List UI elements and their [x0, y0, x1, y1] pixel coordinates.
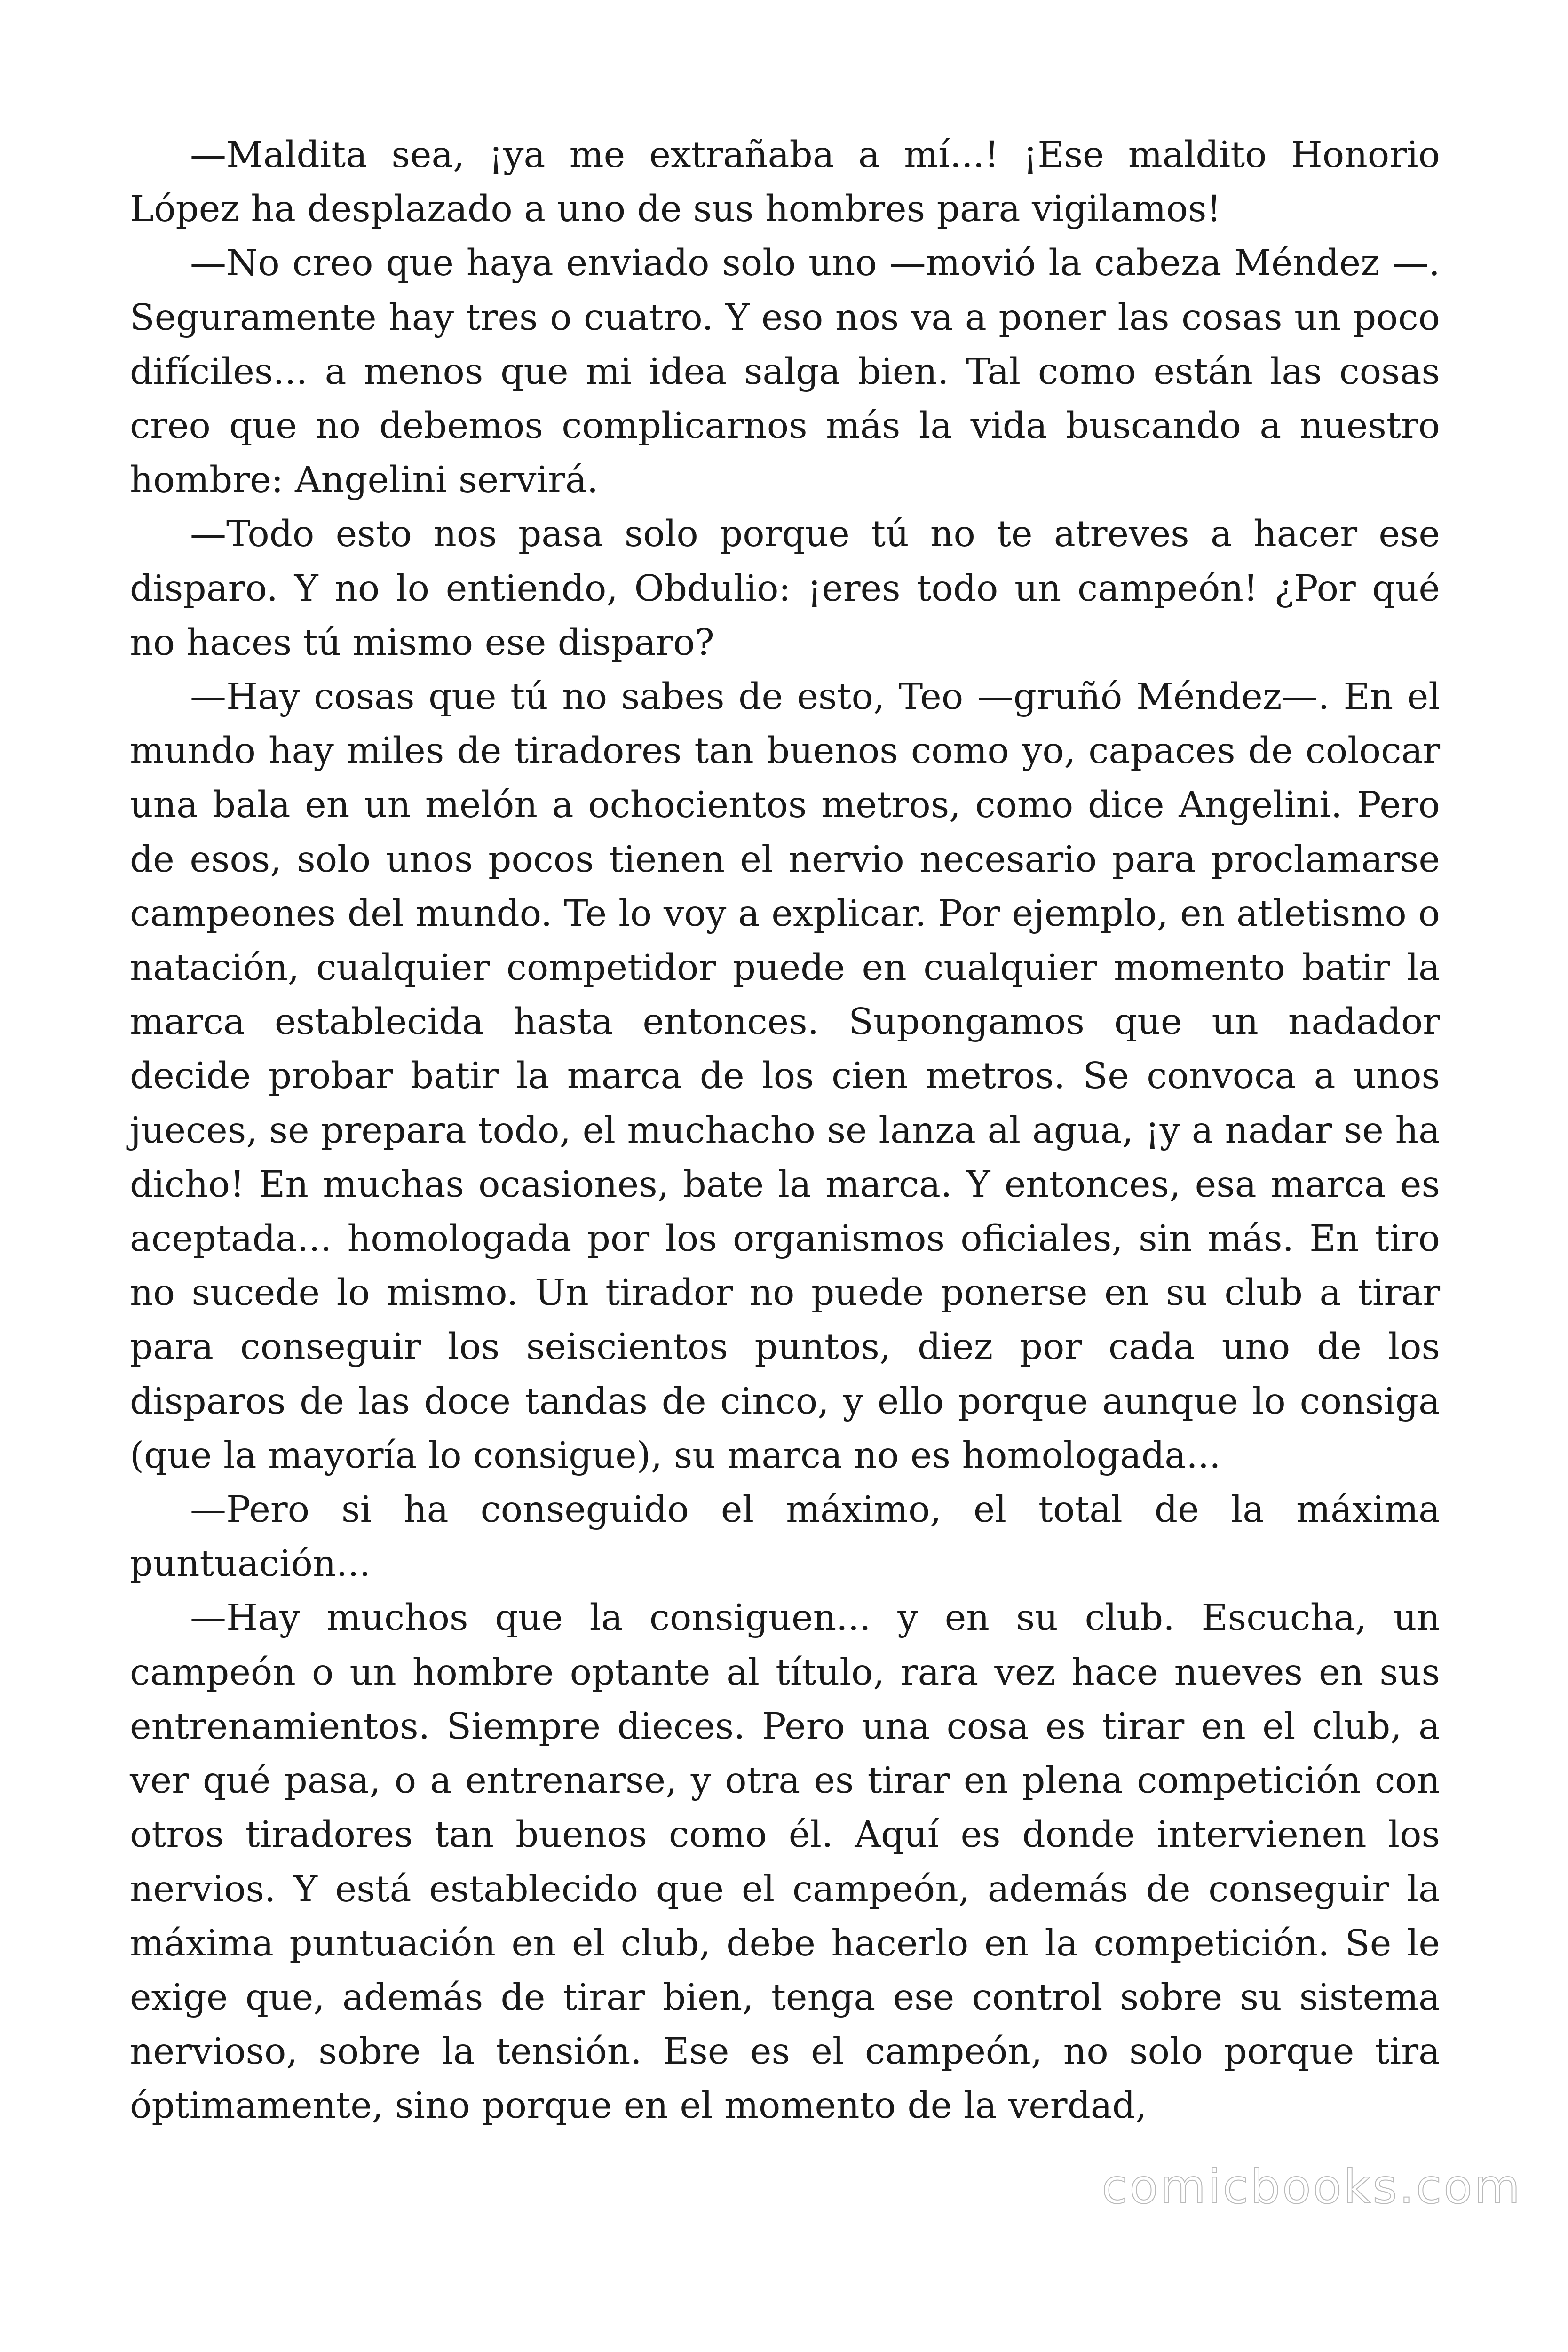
- paragraph-3: —Todo esto nos pasa solo porque tú no te atreves a hacer ese disparo. Y no lo entiendo, Obdulio: ¡eres todo un campeón! ¿Por qué no haces tú mismo ese disparo?: [130, 513, 1440, 664]
- body-text: [130, 128, 1440, 2133]
- paragraph-2: —No creo que haya enviado solo uno —movió la cabeza Méndez —. Seguramente hay tres o cuatro. Y eso nos va a poner las cosas un poco difíciles... a menos que mi idea salga bien. Tal como están las cosas creo que no debemos complicarnos más la vida buscando a nuestro hombre: Angelini servirá.: [130, 242, 1440, 501]
- paragraph-4: —Hay cosas que tú no sabes de esto, Teo —gruñó Méndez—. En el mundo hay miles de tiradores tan buenos como yo, capaces de colocar una bala en un melón a ochocientos metros, como dice Angelini. Pero de esos, solo unos pocos tienen el nervio necesario para proclamarse campeones del mundo. Te lo voy a explicar. Por ejemplo, en atletismo o natación, cualquier competidor puede en cualquier momento batir la marca establecida hasta entonces. Supongamos que un nadador decide probar batir la marca de los cien metros. Se convoca a unos jueces, se prepara todo, el muchacho se lanza al agua, ¡y a nadar se ha dicho! En muchas ocasiones, bate la marca. Y entonces, esa marca es aceptada... homologada por los organismos oficiales, sin más. En tiro no sucede lo mismo. Un tirador no puede ponerse en su club a tirar para conseguir los seiscientos puntos, diez por cada uno de los disparos de las doce tandas de cinco, y ello porque aunque lo consiga (que la mayoría lo consigue), su marca no es homologada...: [130, 676, 1440, 1477]
- paragraph-1: —Maldita sea, ¡ya me extrañaba a mí...! ¡Ese maldito Honorio López ha desplazado a uno de sus hombres para vigilamos!: [130, 134, 1440, 230]
- watermark-logo: comicbooks.com: [1101, 2159, 1522, 2214]
- paragraph-5: —Pero si ha conseguido el máximo, el total de la máxima puntuación...: [130, 1489, 1440, 1585]
- paragraph-6: —Hay muchos que la consiguen... y en su club. Escucha, un campeón o un hombre optante al título, rara vez hace nueves en sus entrenamientos. Siempre dieces. Pero una cosa es tirar en el club, a ver qué pasa, o a entrenarse, y otra es tirar en plena competición con otros tiradores tan buenos como él. Aquí es donde intervienen los nervios. Y está establecido que el campeón, además de conseguir la máxima puntuación en el club, debe hacerlo en la competición. Se le exige que, además de tirar bien, tenga ese control sobre su sistema nervioso, sobre la tensión. Ese es el campeón, no solo porque tira óptimamente, sino porque en el momento de la verdad,: [130, 1597, 1440, 2127]
